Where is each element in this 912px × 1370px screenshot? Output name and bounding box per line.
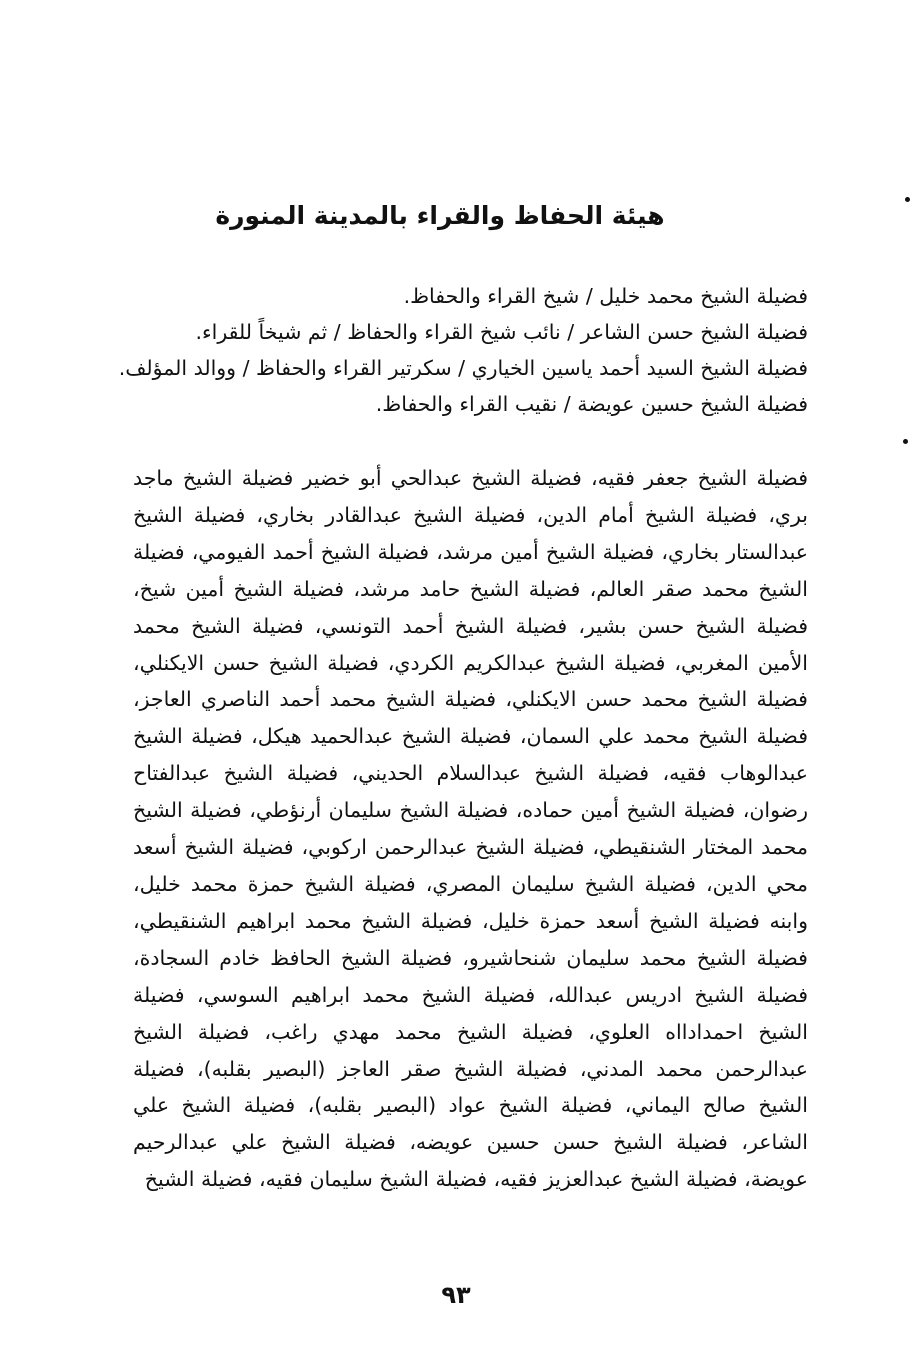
members-paragraph: فضيلة الشيخ جعفر فقيه، فضيلة الشيخ عبدالحي أبو خضير فضيلة الشيخ ماجد بري، فضيلة الشيخ أمام الدين، فضيلة الشيخ عبدالقادر بخاري، فضيلة الشيخ عبدالستار بخاري، فضيلة الشيخ أمين مرشد، فضيلة الشيخ أحمد الفيومي، فضيلة الشيخ محمد صقر العالم، فضيلة الشيخ حامد مرشد، فضيلة الشيخ أمين شيخ، فضيلة الشيخ حسن بشير، فضيلة الشيخ أحمد التونسي، فضيلة الشيخ محمد الأمين المغربي، فضيلة الشيخ عبدالكريم الكردي، فضيلة الشيخ حسن الايكنلي، فضيلة الشيخ محمد حسن الايكنلي، فضيلة الشيخ محمد أحمد الناصري العاجز، فضيلة الشيخ محمد علي السمان، فضيلة الشيخ عبدالحميد هيكل، فضيلة الشيخ عبدالوهاب فقيه، فضيلة الشيخ عبدالسلام الحديني، فضيلة الشيخ عبدالفتاح رضوان، فضيلة الشيخ أمين حماده، فضيلة الشيخ سليمان أرنؤطي، فضيلة الشيخ محمد المختار الشنقيطي، فضيلة الشيخ عبدالرحمن اركوبي، فضيلة الشيخ أسعد محي الدين، فضيلة الشيخ سليمان المصري، فضيلة الشيخ حمزة محمد خليل، وابنه فضيلة الشيخ أسعد حمزة خليل، فضيلة الشيخ محمد ابراهيم الشنقيطي، فضيلة الشيخ محمد سليمان شنحاشيرو، فضيلة الشيخ الحافظ خادم السجادة، فضيلة الشيخ ادريس عبدالله، فضيلة الشيخ محمد ابراهيم السوسي، فضيلة الشيخ احمدادااه العلوي، فضيلة الشيخ محمد مهدي راغب، فضيلة الشيخ عبدالرحمن محمد المدني، فضيلة الشيخ صقر العاجز (البصير بقلبه)، فضيلة الشيخ صالح اليماني، فضيلة الشيخ عواد (البصير بقلبه)، فضيلة الشيخ علي الشاعر، فضيلة الشيخ حسن حسين عويضه، فضيلة الشيخ علي عبدالرحيم عويضة، فضيلة الشيخ عبدالعزيز فقيه، فضيلة الشيخ سليمان فقيه، فضيلة الشيخ [133, 466, 808, 1192]
page-number: ٩٣ [441, 1281, 471, 1309]
page-title: هيئة الحفاظ والقراء بالمدينة المنورة [215, 201, 665, 230]
role-line: فضيلة الشيخ محمد خليل / شيخ القراء والحفاظ. [403, 284, 808, 308]
role-line: فضيلة الشيخ حسين عويضة / نقيب القراء والحفاظ. [375, 392, 808, 416]
roles-list [118, 278, 808, 422]
margin-mark [905, 197, 910, 202]
margin-mark [903, 439, 908, 444]
role-line: فضيلة الشيخ حسن الشاعر / نائب شيخ القراء والحفاظ / ثم شيخاً للقراء. [195, 320, 808, 344]
role-line: فضيلة الشيخ السيد أحمد ياسين الخياري / سكرتير القراء والحفاظ / ووالد المؤلف. [118, 356, 808, 380]
